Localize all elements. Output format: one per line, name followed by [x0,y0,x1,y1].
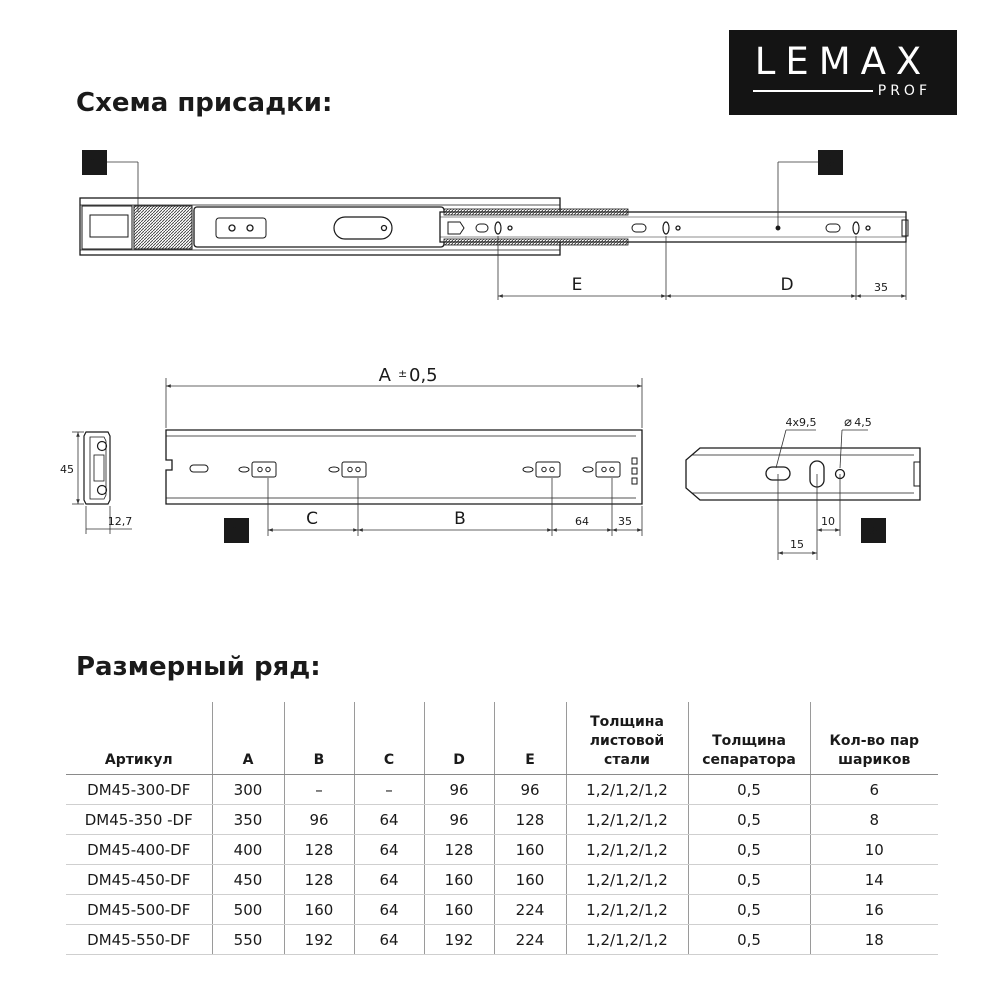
col-header-a: A [212,702,284,775]
sizes-heading: Размерный ряд: [76,652,321,682]
svg-text:2: 2 [825,156,836,172]
ball-cage [134,206,192,249]
dim-35-side: 35 [618,515,632,528]
cell-separator-thickness: 0,5 [688,775,810,805]
marker-2-detail [861,518,886,543]
cell-d: 96 [424,775,494,805]
dim-A-label: A [378,365,391,386]
scheme-heading: Схема присадки: [76,88,333,118]
detail-view [686,448,920,500]
dim-top [498,236,906,300]
cell-article: DM45-300-DF [66,775,212,805]
cell-d: 160 [424,895,494,925]
logo-subtitle: PROF [877,83,931,99]
dim-D-label: D [780,275,794,295]
table-row [66,895,938,925]
col-header-e: E [494,702,566,775]
col-header-c: C [354,702,424,775]
cell-ball-pairs: 6 [810,775,938,805]
dim-E-label: E [571,275,583,295]
dim-15: 15 [790,538,804,551]
cell-a: 350 [212,805,284,835]
cell-a: 300 [212,775,284,805]
cell-b: 128 [284,865,354,895]
cell-steel-thickness: 1,2/1,2/1,2 [566,865,688,895]
svg-text:1: 1 [231,524,242,540]
side-view [166,430,642,504]
cell-article: DM45-500-DF [66,895,212,925]
sizes-table [66,702,938,955]
cell-a: 500 [212,895,284,925]
dim-C-label: C [306,509,318,529]
dim-45: 45 [60,463,74,476]
cell-ball-pairs: 8 [810,805,938,835]
cell-a: 550 [212,925,284,955]
svg-text:1: 1 [89,156,100,172]
cell-b: 192 [284,925,354,955]
cell-steel-thickness: 1,2/1,2/1,2 [566,805,688,835]
cell-c: 64 [354,805,424,835]
cell-separator-thickness: 0,5 [688,835,810,865]
cell-ball-pairs: 10 [810,835,938,865]
table-row [66,805,938,835]
table-header-row [66,702,938,775]
profile-view [84,432,110,504]
dim-12-7: 12,7 [107,515,133,528]
cell-steel-thickness: 1,2/1,2/1,2 [566,835,688,865]
col-header-steel-thickness: Толщина листовой стали [566,702,688,775]
dim-A-tol-sign: ± [398,367,408,380]
cell-b: – [284,775,354,805]
svg-text:2: 2 [868,524,879,540]
table-row [66,835,938,865]
cell-ball-pairs: 14 [810,865,938,895]
top-slide-view [80,198,908,255]
col-header-b: B [284,702,354,775]
marker-2-top [818,150,843,175]
cell-b: 160 [284,895,354,925]
cell-c: 64 [354,925,424,955]
cell-a: 450 [212,865,284,895]
cell-c: – [354,775,424,805]
cell-e: 128 [494,805,566,835]
cell-steel-thickness: 1,2/1,2/1,2 [566,775,688,805]
dim-dia-sign: ⌀ [844,415,852,430]
logo-wordmark: LEMAX [754,40,932,83]
cell-separator-thickness: 0,5 [688,805,810,835]
cell-article: DM45-550-DF [66,925,212,955]
cell-steel-thickness: 1,2/1,2/1,2 [566,925,688,955]
cell-separator-thickness: 0,5 [688,865,810,895]
dim-slot: 4x9,5 [785,416,817,429]
cell-e: 224 [494,895,566,925]
col-header-article: Артикул [66,702,212,775]
dim-side [166,378,642,536]
cell-a: 400 [212,835,284,865]
cell-c: 64 [354,835,424,865]
dim-dia: 4,5 [854,416,872,429]
cell-e: 96 [494,775,566,805]
table-row [66,925,938,955]
cell-c: 64 [354,895,424,925]
cell-separator-thickness: 0,5 [688,895,810,925]
marker-1-side [224,518,249,543]
cell-article: DM45-400-DF [66,835,212,865]
cell-separator-thickness: 0,5 [688,925,810,955]
cell-e: 224 [494,925,566,955]
cell-steel-thickness: 1,2/1,2/1,2 [566,895,688,925]
cell-d: 160 [424,865,494,895]
cell-ball-pairs: 18 [810,925,938,955]
cell-article: DM45-350 -DF [66,805,212,835]
cell-c: 64 [354,865,424,895]
cell-b: 128 [284,835,354,865]
cell-d: 128 [424,835,494,865]
col-header-d: D [424,702,494,775]
cell-ball-pairs: 16 [810,895,938,925]
table-row [66,775,938,805]
cell-d: 96 [424,805,494,835]
dim-A-tol: 0,5 [409,365,438,386]
cell-d: 192 [424,925,494,955]
dim-10: 10 [821,515,835,528]
cell-article: DM45-450-DF [66,865,212,895]
dim-64: 64 [575,515,589,528]
cell-e: 160 [494,835,566,865]
cell-b: 96 [284,805,354,835]
col-header-ball-pairs: Кол-во пар шариков [810,702,938,775]
dim-B-label: B [454,509,466,529]
table-row [66,865,938,895]
marker-1-top [82,150,107,175]
dim-35-top: 35 [874,281,888,294]
cell-e: 160 [494,865,566,895]
col-header-separator-thickness: Толщина сепаратора [688,702,810,775]
